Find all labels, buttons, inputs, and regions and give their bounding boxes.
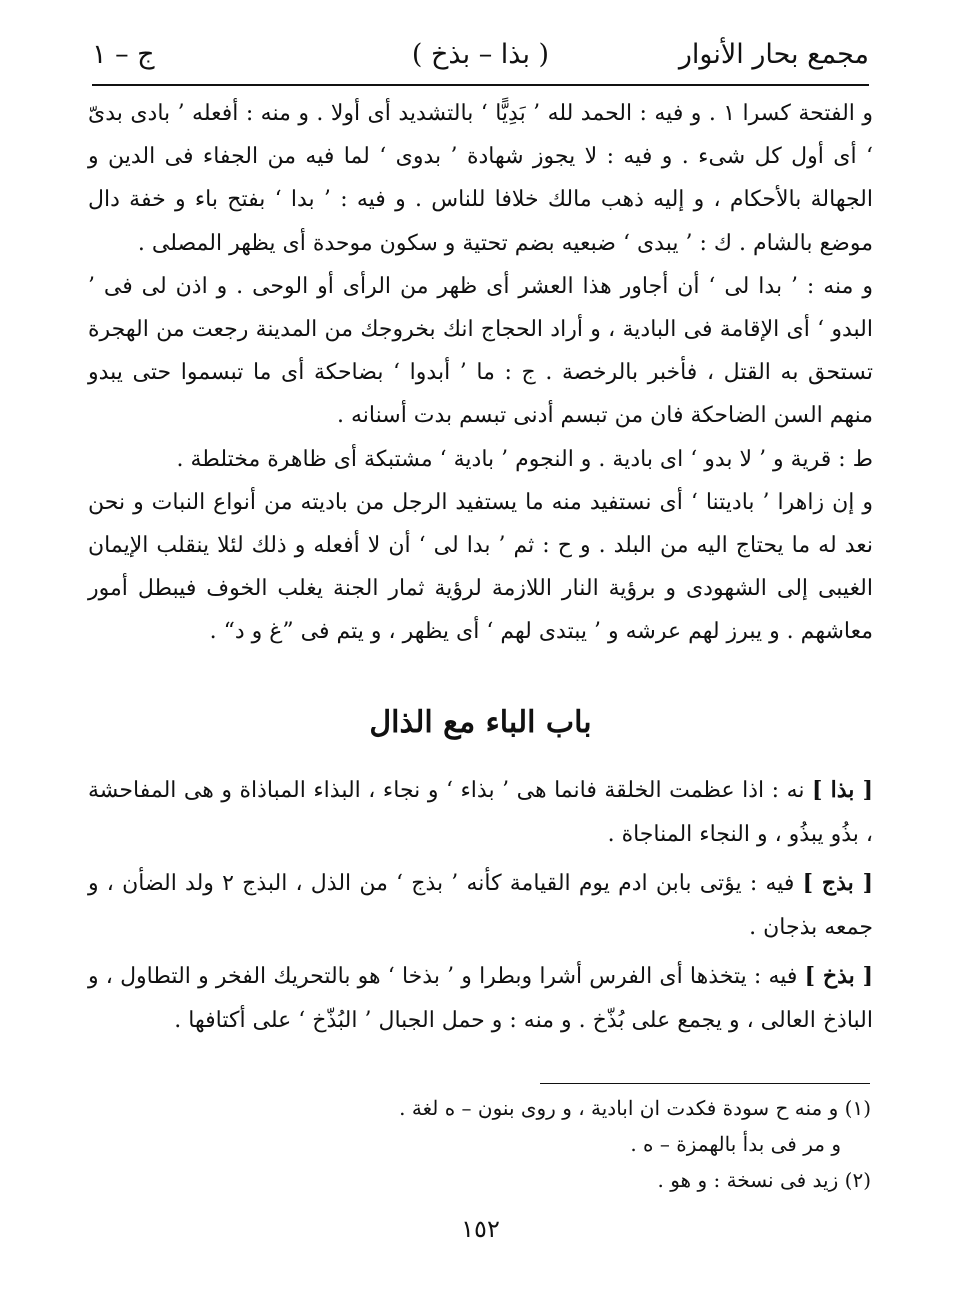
paragraph: و منه : ’ بدا لى ‘ أن أجاور هذا العشر أى ظهر من الرأى أو الوحى . و اذن لى فى ’ البدو ‘ أى الإقامة فى البادية ، و أراد الحجاج انك بخروجك من المدينة رجعت من الهجرة تستحق به القتل ، فأخبر بالرخصة . ج : ما ’ أبدوا ‘ بضاحكة أى ما تبسموا حتى يبدو منهم السن الضاحكة فان من تبسم أدنى تبسم بدت أسنانه . bbox=[88, 273, 873, 429]
footnote: (١) و منه ح سودة فكدت ان ابادية ، و روى بنون – ه لغة . bbox=[399, 1096, 871, 1120]
running-head bbox=[92, 30, 869, 78]
paragraph: و إن زاهرا ’ باديتنا ‘ أى نستفيد منه ما يستفيد الرجل من باديته من أنواع النبات و نحن نعد له ما يحتاج اليه من البلد . و ح : ثم ’ بدا لى ‘ أن لا أفعله و ذلك لئلا ينقلب الإيمان الغيبى إلى الشهودى و برؤية النار اللازمة لرؤية ثمار الجنة يغلب الخوف فيبطل أمور معاشهم . و يبرز لهم عرشه و ’ يبتدى لهم ‘ أى يظهر ، و يتم فى ”غ و د“ . bbox=[88, 489, 873, 645]
entry-badhakh bbox=[88, 954, 873, 1043]
paragraph: و الفتحة كسرا ١ . و فيه : الحمد لله ’ بَدِيًّا ‘ بالتشديد أى أولا . و منه : أفعله ’ بادى بدىّ ‘ أى أول كل شىء . و فيه : لا يجوز شهادة ’ بدوى ‘ لما فيه من الجفاء فى الدين و الجهالة بالأحكام ، و إليه ذهب مالك خلافا للناس . و فيه : ’ بدا ‘ بفتح باء و خفة دال موضع بالشام . ك : ’ يبدى ‘ ضبعيه بضم تحتية و سكون موحدة أى يظهر المصلى . bbox=[88, 101, 873, 256]
footnotes bbox=[220, 1090, 871, 1198]
footnote-continuation: و مر فى بدأ بالهمزة – ه . bbox=[630, 1132, 841, 1156]
main-text bbox=[88, 92, 873, 654]
entry-text: فيه : يتخذها أى الفرس أشرا وبطرا و ’ بذخا ‘ هو بالتحريك الفخر و التطاول ، و الباذخ العالى ، و يجمع على بُذّخ . و منه : و حمل الجبال ’ البُذّخ ‘ على أكتافها . bbox=[88, 964, 873, 1033]
entry-badha bbox=[88, 768, 873, 857]
footnote: (٢) زيد فى نسخة : و هو . bbox=[657, 1168, 871, 1192]
entry-headword: [ بذج ] bbox=[802, 870, 874, 896]
dictionary-entries bbox=[88, 768, 873, 1047]
volume-number: ج – ١ bbox=[92, 38, 155, 70]
entry-text: فيه : يؤتى بابن ادم يوم القيامة كأنه ’ بذج ‘ من الذل ، البذج ٢ ولد الضأن ، و جمعه بذجان . bbox=[88, 871, 873, 940]
footnote-divider bbox=[540, 1083, 870, 1084]
section-title: باب الباء مع الذال bbox=[369, 705, 592, 740]
entry-badhaj bbox=[88, 861, 873, 950]
book-title: مجمع بحار الأنوار bbox=[678, 38, 869, 70]
paragraph: ط : قرية و ’ لا بدو ‘ اى بادية . و النجوم ’ بادية ‘ مشتبكة أى ظاهرة مختلطة . bbox=[176, 446, 873, 472]
entry-headword: [ بذا ] bbox=[812, 777, 873, 803]
entry-text: نه : اذا عظمت الخلقة فانما هى ’ بذاء ‘ و نجاء ، البذاء المباذاة و هى المفاحشة ، بذُو يبذُو ، و النجاء المناجاة . bbox=[88, 778, 873, 847]
header-divider bbox=[92, 84, 869, 86]
entry-range: ( بذا – بذخ ) bbox=[411, 38, 550, 70]
entry-headword: [ بذخ ] bbox=[804, 963, 873, 989]
page-number: ١٥٢ bbox=[461, 1215, 500, 1243]
